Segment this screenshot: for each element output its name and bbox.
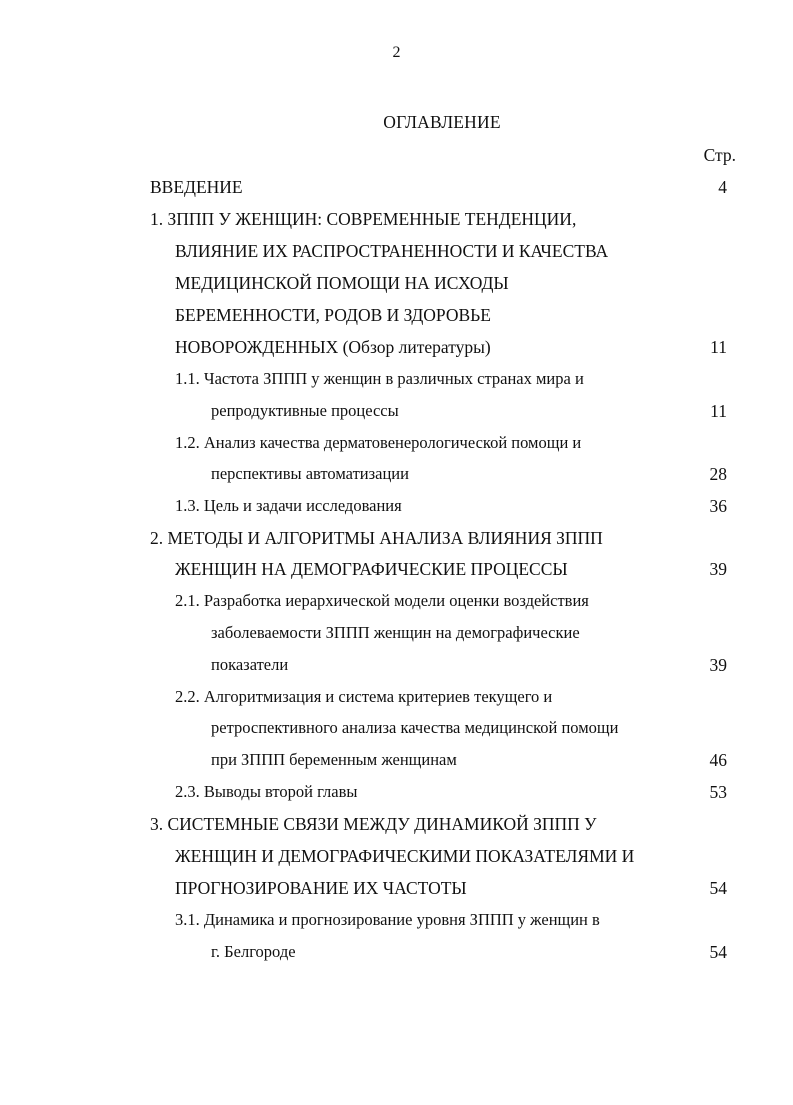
toc-entry-line: 1.1. Частота ЗППП у женщин в различных странах мира и: [175, 369, 584, 388]
toc-entry-line: 1.3. Цель и задачи исследования: [175, 496, 402, 515]
toc-entry-line: 3.1. Динамика и прогнозирование уровня ЗППП у женщин в: [175, 910, 600, 929]
toc-entry-page: 11: [710, 401, 727, 421]
toc-entry-line: ВЛИЯНИЕ ИХ РАСПРОСТРАНЕННОСТИ И КАЧЕСТВА: [175, 241, 609, 261]
toc-entry-page: 11: [710, 337, 727, 357]
toc-entry-line: БЕРЕМЕННОСТИ, РОДОВ И ЗДОРОВЬЕ: [175, 305, 491, 325]
toc-entry-line: ретроспективного анализа качества медицинской помощи: [211, 718, 619, 737]
page-column-header: Стр.: [703, 145, 736, 165]
toc-entry-line: 3. СИСТЕМНЫЕ СВЯЗИ МЕЖДУ ДИНАМИКОЙ ЗППП У: [150, 814, 597, 834]
toc-entry-page: 28: [709, 464, 727, 484]
toc-entry-line: показатели: [211, 655, 289, 674]
toc-entry-line: ЖЕНЩИН НА ДЕМОГРАФИЧЕСКИЕ ПРОЦЕССЫ: [175, 559, 568, 579]
toc-entry-page: 39: [709, 655, 727, 675]
toc-entry-page: 46: [709, 750, 727, 770]
toc-entry-page: 54: [709, 878, 727, 898]
toc-entry-line: заболеваемости ЗППП женщин на демографические: [211, 623, 580, 642]
toc-entry-page: 39: [709, 559, 727, 579]
toc-entry-line: г. Белгороде: [211, 942, 296, 961]
toc-entry-line: МЕДИЦИНСКОЙ ПОМОЩИ НА ИСХОДЫ: [175, 273, 509, 293]
toc-entry-page: 54: [709, 942, 727, 962]
toc-entry-page: 53: [709, 782, 727, 802]
toc-entry-page: 36: [709, 496, 727, 516]
page-number: 2: [392, 44, 401, 61]
toc-entry-line: 2. МЕТОДЫ И АЛГОРИТМЫ АНАЛИЗА ВЛИЯНИЯ ЗППП: [150, 528, 603, 548]
toc-entry-line: 1.2. Анализ качества дерматовенерологической помощи и: [175, 433, 582, 452]
toc-entry-line: репродуктивные процессы: [211, 401, 399, 420]
toc-entry-line: при ЗППП беременным женщинам: [211, 750, 457, 769]
toc-entry-page: 4: [718, 177, 727, 197]
toc-entry-line: 1. ЗППП У ЖЕНЩИН: СОВРЕМЕННЫЕ ТЕНДЕНЦИИ,: [150, 209, 577, 229]
toc-entry-line: ВВЕДЕНИЕ: [150, 177, 243, 197]
toc-entry-line: ЖЕНЩИН И ДЕМОГРАФИЧЕСКИМИ ПОКАЗАТЕЛЯМИ И: [175, 846, 635, 866]
toc-entry-line: 2.2. Алгоритмизация и система критериев текущего и: [175, 687, 553, 706]
toc-entry-line: 2.1. Разработка иерархической модели оценки воздействия: [175, 591, 589, 610]
toc-entry-line: перспективы автоматизации: [211, 464, 409, 483]
toc-entry-line: 2.3. Выводы второй главы: [175, 782, 358, 801]
page-title: ОГЛАВЛЕНИЕ: [383, 112, 501, 132]
toc-entry-line: ПРОГНОЗИРОВАНИЕ ИХ ЧАСТОТЫ: [175, 878, 467, 898]
toc-entry-line: НОВОРОЖДЕННЫХ (Обзор литературы): [175, 337, 491, 357]
